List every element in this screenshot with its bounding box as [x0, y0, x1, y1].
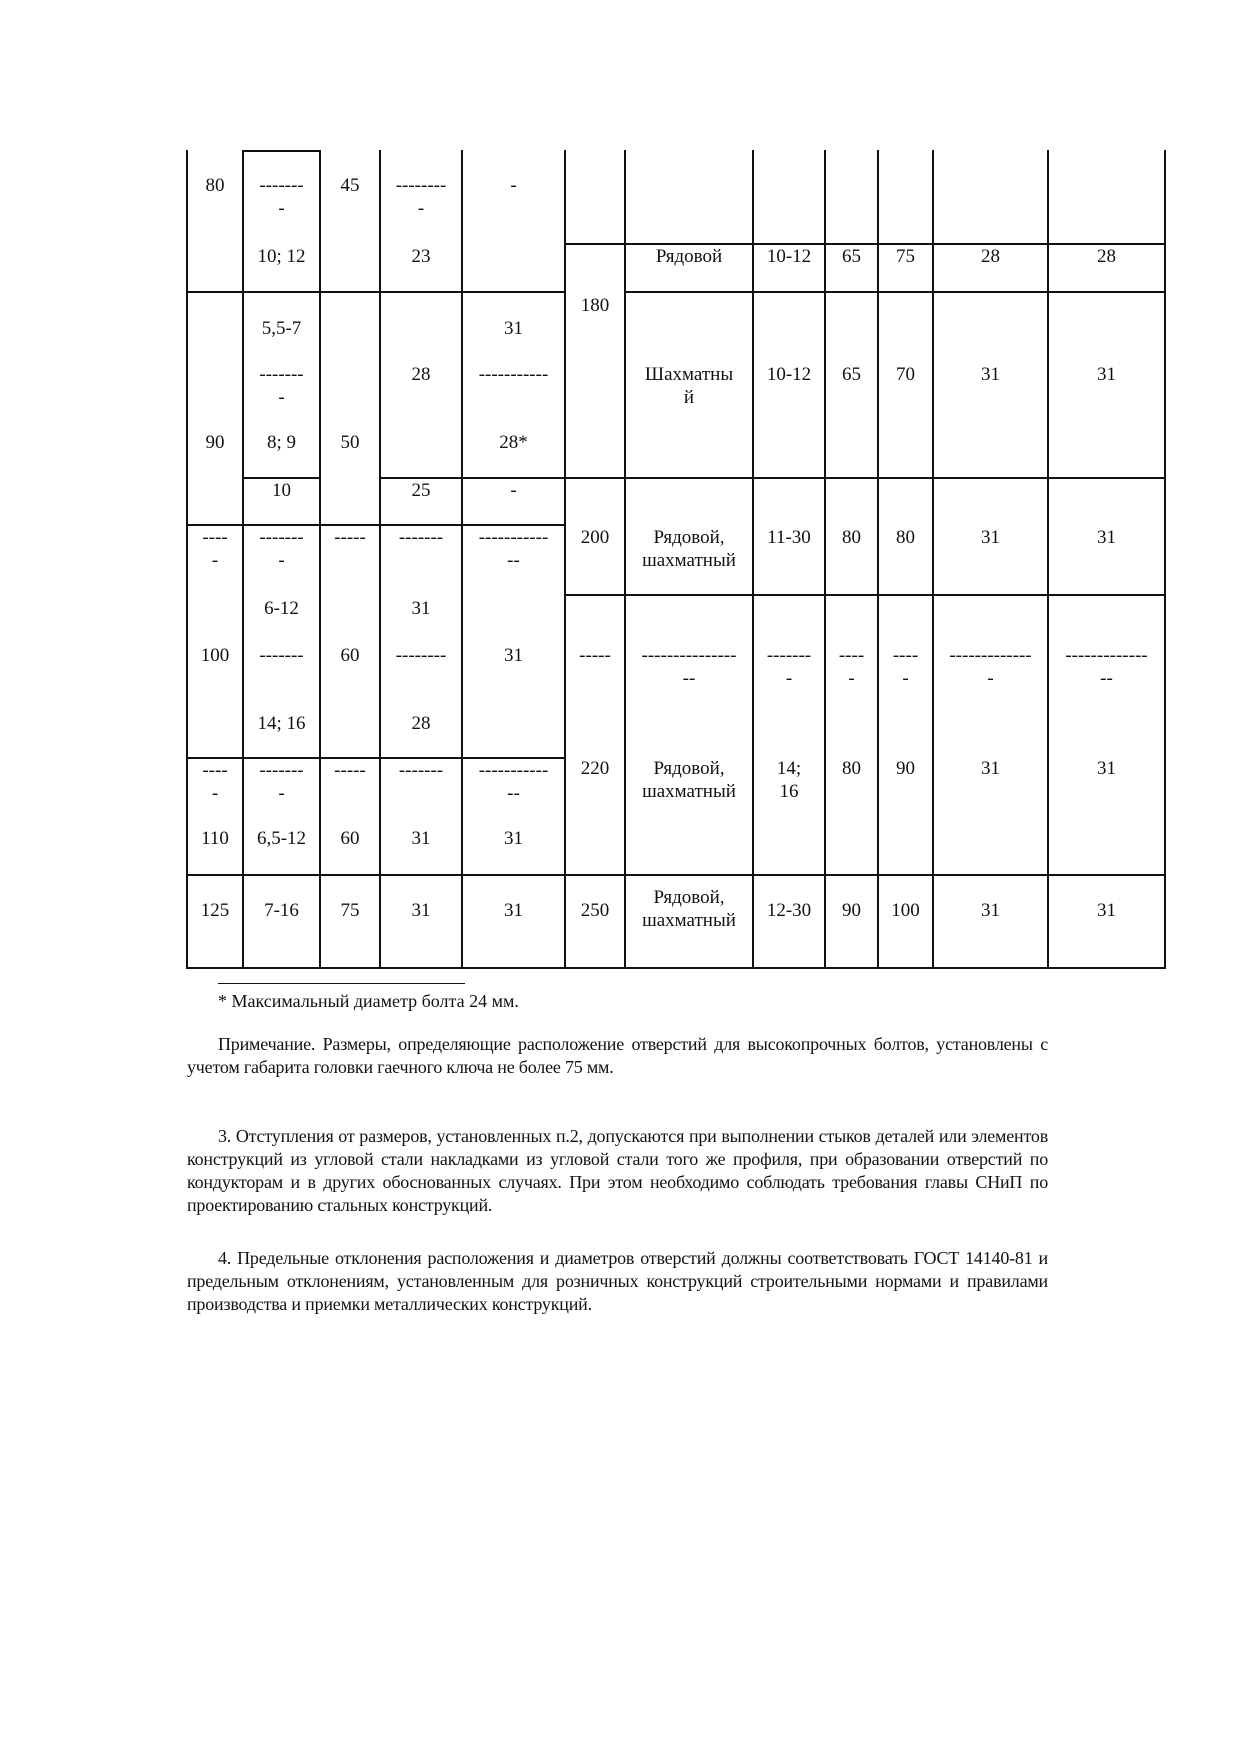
- table-cell: 31: [411, 598, 431, 619]
- table-cell: 80: [842, 758, 861, 779]
- table-vertical-rule: [932, 150, 934, 969]
- table-cell: 6-12: [264, 598, 299, 619]
- table-cell: 31: [1097, 527, 1116, 548]
- table-cell: 23: [411, 246, 431, 267]
- table-cell: 28: [411, 364, 431, 385]
- table-horizontal-rule: [243, 150, 321, 152]
- table-cell: 90: [205, 432, 225, 453]
- table-cell: ---- -: [202, 527, 228, 571]
- table-cell: --------------- --: [641, 645, 737, 689]
- table-cell: 75: [896, 246, 915, 267]
- table-cell: ------------- --: [1065, 645, 1148, 689]
- table-cell: -----: [334, 527, 366, 548]
- table-cell: 10; 12: [257, 246, 306, 267]
- table-cell: 12-30: [766, 900, 812, 921]
- table-cell: 31: [1097, 758, 1116, 779]
- table-cell: 28*: [499, 432, 528, 453]
- paragraph-3: 3. Отступления от размеров, установленных п.2, допускаются при выполнении стыков деталей или элементов конструкций из угловой стали накладками из угловой стали того же профиля, при образовании отверстий по кондукторам и в других обоснованных случаях. При этом необходимо соблюдать требования главы СНиП по проектированию стальных конструкций.: [187, 1126, 1048, 1215]
- table-cell: 80: [205, 175, 225, 196]
- table-cell: ------- -: [259, 760, 304, 804]
- table-cell: 31: [981, 758, 1000, 779]
- table-cell: 10-12: [766, 364, 812, 385]
- table-horizontal-rule: [625, 291, 1166, 293]
- table-cell: 80: [842, 527, 861, 548]
- table-cell: -------- -: [395, 175, 447, 219]
- table-cell: 180: [580, 295, 610, 316]
- table-cell: ------- -: [766, 645, 812, 689]
- table-cell: ------------- -: [949, 645, 1032, 689]
- table-cell: -: [510, 480, 517, 501]
- table-cell: 8; 9: [266, 432, 297, 453]
- table-cell: 10: [272, 480, 291, 501]
- table-cell: 31: [1097, 364, 1116, 385]
- table-cell: 75: [340, 900, 360, 921]
- table-cell: 60: [340, 645, 360, 666]
- table-cell: -------: [398, 527, 444, 548]
- table-cell: ---- -: [892, 645, 919, 689]
- table-cell: 31: [411, 900, 431, 921]
- table-cell: 100: [200, 645, 230, 666]
- table-cell: 200: [580, 527, 610, 548]
- table-vertical-rule: [1047, 150, 1049, 969]
- table-cell: 31: [981, 527, 1000, 548]
- table-horizontal-rule: [565, 594, 1166, 596]
- table-cell: 100: [891, 900, 920, 921]
- table-cell: -----: [579, 645, 611, 666]
- table-cell: 45: [340, 175, 360, 196]
- table-horizontal-rule: [187, 291, 566, 293]
- table-cell: ---- -: [202, 760, 228, 804]
- note-paragraph: Примечание. Размеры, определяющие расположение отверстий для высокопрочных болтов, установлены с учетом габарита головки гаечного ключа не более 75 мм.: [187, 1034, 1048, 1077]
- table-cell: 6,5-12: [256, 828, 307, 849]
- table-cell: 14; 16: [776, 758, 802, 802]
- table-cell: 50: [340, 432, 360, 453]
- table-cell: Шахматны й: [644, 364, 734, 408]
- table-cell: --------: [395, 645, 447, 666]
- table-cell: 28: [411, 713, 431, 734]
- table-cell: 31: [981, 364, 1000, 385]
- table-cell: 31: [981, 900, 1000, 921]
- table-cell: 31: [504, 900, 523, 921]
- table-cell: ----------- --: [478, 760, 549, 804]
- table-cell: 60: [340, 828, 360, 849]
- table-cell: Рядовой: [655, 246, 723, 267]
- table-cell: 31: [411, 828, 431, 849]
- table-cell: 125: [200, 900, 230, 921]
- table-cell: 31: [504, 645, 523, 666]
- table-cell: 10-12: [766, 246, 812, 267]
- table-horizontal-rule: [187, 967, 1166, 969]
- table-cell: 25: [411, 480, 431, 501]
- table-cell: ---- -: [838, 645, 865, 689]
- table-cell: 31: [504, 318, 523, 339]
- table-cell: 11-30: [767, 527, 811, 548]
- table-cell: 5,5-7: [261, 318, 302, 339]
- table-cell: 7-16: [264, 900, 299, 921]
- table-cell: ------- -: [259, 364, 304, 408]
- footnote: * Максимальный диаметр болта 24 мм.: [218, 991, 519, 1011]
- table-cell: 31: [504, 828, 523, 849]
- table-cell: 31: [1097, 900, 1116, 921]
- table-vertical-rule: [824, 150, 826, 969]
- table-cell: Рядовой, шахматный: [642, 527, 736, 571]
- table-cell: 70: [896, 364, 915, 385]
- table-cell: -----------: [478, 364, 549, 385]
- table-cell: 28: [981, 246, 1000, 267]
- table-cell: 90: [896, 758, 915, 779]
- paragraph-4: 4. Предельные отклонения расположения и диаметров отверстий должны соответствовать ГОСТ 14140-81 и предельным отклонениям, установленным для розничных конструкций строительными нормами и правилами производства и приемки металлических конструкций.: [187, 1248, 1048, 1314]
- table-cell: -: [510, 175, 517, 196]
- table-cell: 80: [896, 527, 915, 548]
- table-cell: -------: [259, 645, 304, 666]
- table-cell: 250: [580, 900, 610, 921]
- table-vertical-rule: [1164, 150, 1166, 969]
- table-cell: -----: [334, 760, 366, 781]
- table-cell: 28: [1097, 246, 1116, 267]
- table-cell: 14; 16: [257, 713, 306, 734]
- table-cell: 110: [201, 828, 229, 849]
- table-horizontal-rule: [187, 874, 1166, 876]
- table-vertical-rule: [877, 150, 879, 969]
- footnote-separator: [218, 983, 465, 984]
- table-cell: 65: [842, 364, 861, 385]
- table-cell: ------- -: [259, 175, 304, 219]
- table-cell: 65: [842, 246, 861, 267]
- table-cell: 220: [580, 758, 610, 779]
- table-cell: Рядовой, шахматный: [642, 758, 736, 802]
- table-cell: 90: [842, 900, 861, 921]
- table-cell: Рядовой, шахматный: [642, 887, 736, 931]
- table-cell: ----------- --: [478, 527, 549, 571]
- table-cell: -------: [398, 760, 444, 781]
- table-cell: ------- -: [259, 527, 304, 571]
